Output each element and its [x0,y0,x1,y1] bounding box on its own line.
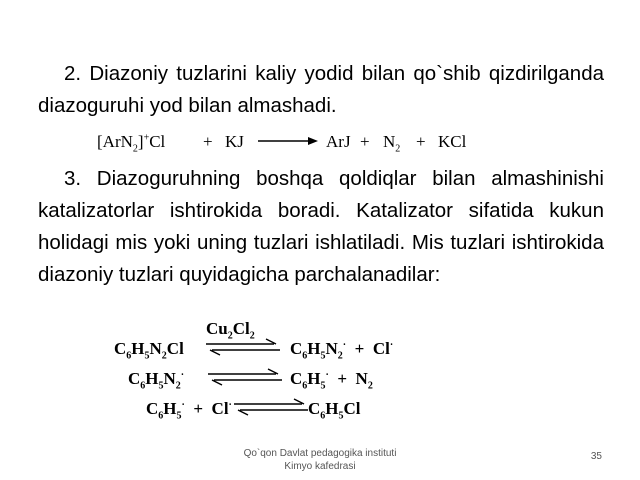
reaction-1-plus-2: + [360,132,370,151]
equilibrium-3-right: $C_6H_5Cl$ [308,399,361,422]
equilibrium-2-left: $C_6H_5N_2^\cdot$ [128,369,185,392]
equilibrium-1-right: $C_6H_5N_2^\cdot + Cl^\cdot$ [290,339,394,362]
reaction-1-reactant1: [ArN$_2$]+Cl [97,132,166,155]
reaction-1-plus-1: + [203,132,213,151]
equilibrium-1-arrows [204,338,282,356]
reaction-1-product2: $N_2$ [383,132,401,155]
reaction-1-reactant2: KJ [225,132,244,151]
paragraph-2: 2. Diazoniy tuzlarini kaliy yodid bilan qo`shib qizdirilganda diazoguruhi yod bilan almashadi. [38,62,604,117]
equilibrium-3-arrows [232,398,310,416]
footer [210,447,430,473]
equilibrium-2-arrows [206,368,284,386]
footer-institution: Qo`qon Davlat pedagogika instituti [243,448,397,459]
equilibrium-1-left: $C_6H_5N_2Cl$ [114,339,184,362]
equilibrium-3-left: $C_6H_5^\cdot + Cl^\cdot$ [146,399,232,422]
catalyst-label: $Cu_2Cl_2$ [206,319,255,342]
reaction-1-product1: ArJ [326,132,351,151]
equilibrium-2-right: $C_6H_5^\cdot + N_2$ [290,369,373,392]
reaction-1-arrow [256,135,320,147]
reaction-1-product3: KCl [438,132,467,151]
page-number: 35 [590,451,602,462]
reaction-1-plus-3: + [416,132,426,151]
footer-department: Kimyo kafedrasi [284,461,356,472]
paragraph-3: 3. Diazoguruhning boshqa qoldiqlar bilan almashinishi katalizatorlar ishtirokida boradi. Katalizator sifatida kukun holidagi mis yoki uning tuzlari ishlatiladi. Mis tuzlari ishtirokida diazoniy tuzlari quyidagicha parchalanadilar: [38,167,604,286]
